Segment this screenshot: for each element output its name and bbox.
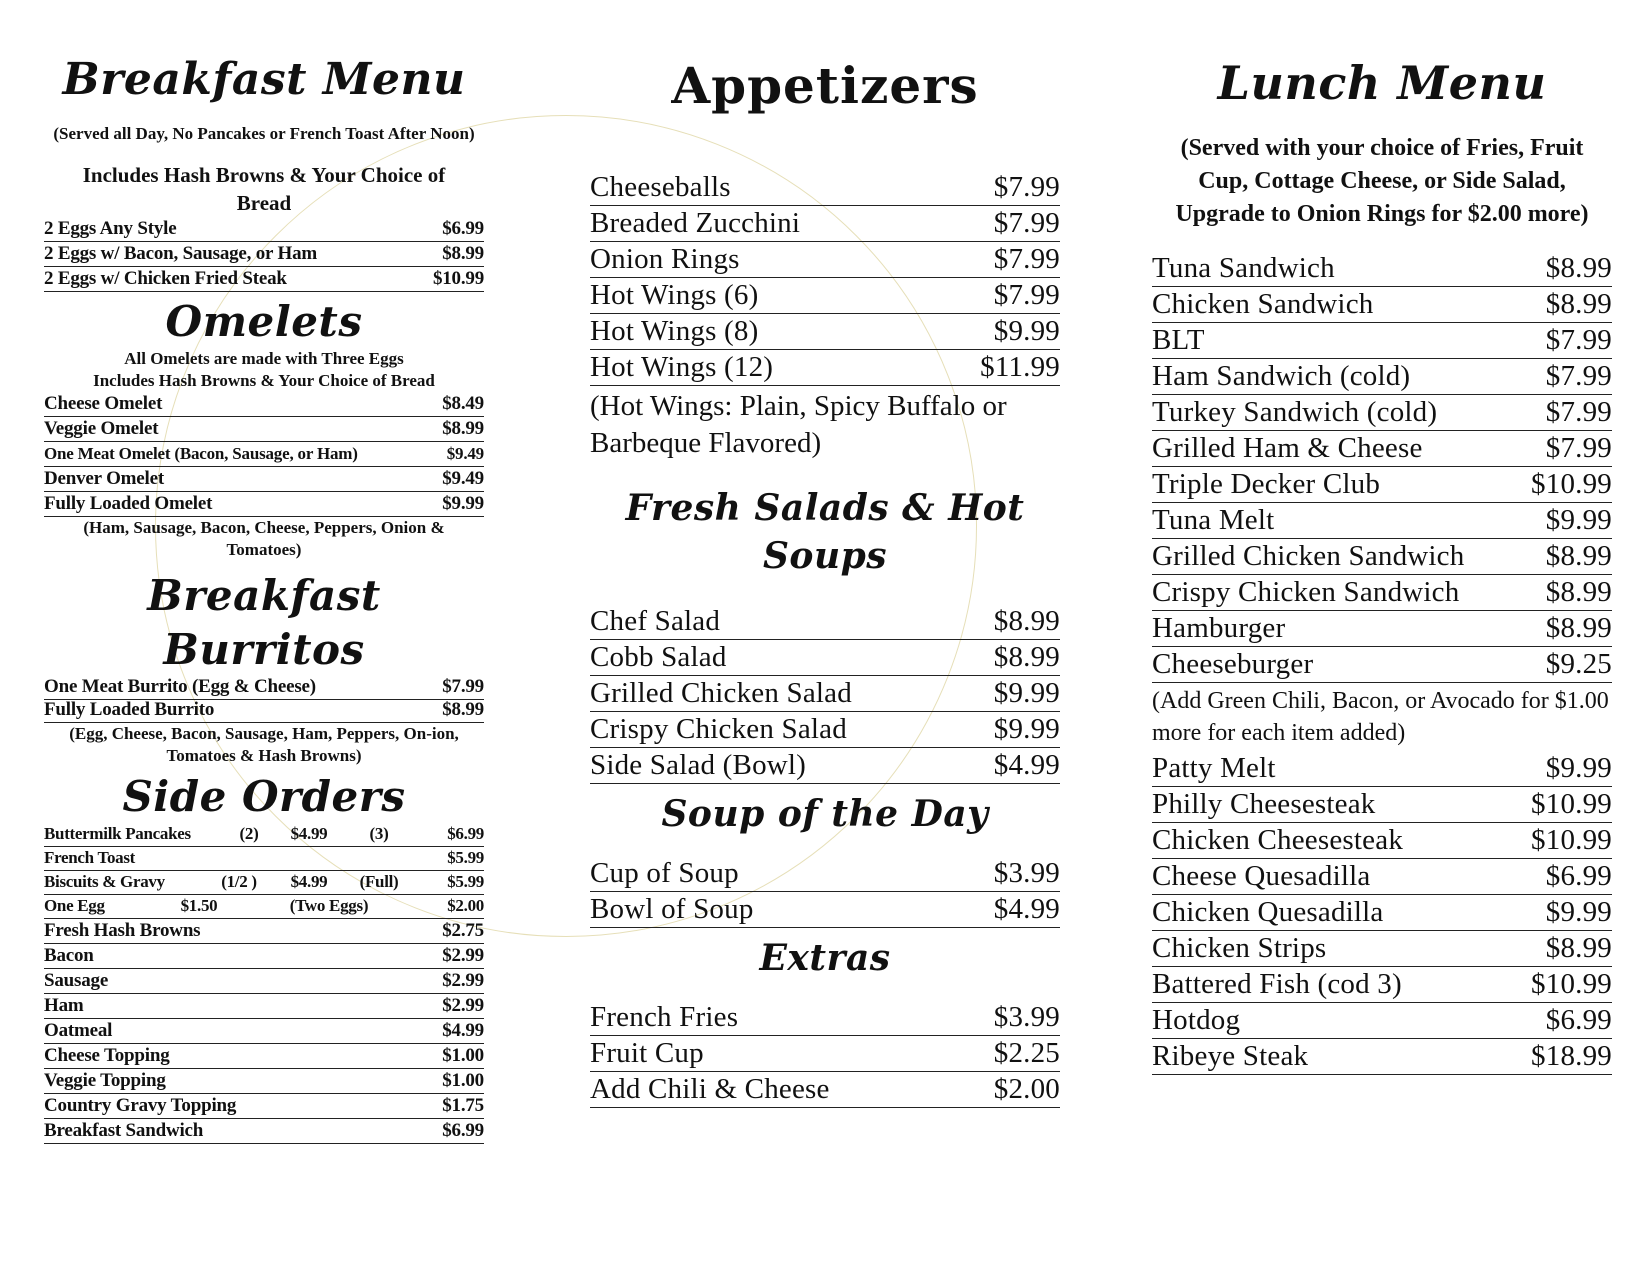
menu-item <box>44 944 484 969</box>
item-name: French Fries <box>590 1001 739 1033</box>
item-qty: (Full) <box>359 872 399 891</box>
item-price: $8.99 <box>993 605 1060 637</box>
item-name: Side Salad (Bowl) <box>590 749 807 781</box>
item-price: $7.99 <box>442 676 484 697</box>
item-price: $9.99 <box>1545 896 1612 928</box>
item-name: Veggie Omelet <box>44 418 159 439</box>
item-name: Onion Rings <box>590 243 740 275</box>
item-name: Tuna Sandwich <box>1152 252 1335 284</box>
menu-item <box>1152 1039 1612 1075</box>
item-qty: (Two Eggs) <box>289 896 369 915</box>
item-price: $6.99 <box>1545 860 1612 892</box>
item-price: $10.99 <box>432 268 484 289</box>
menu-item <box>44 700 484 723</box>
item-name: Chicken Quesadilla <box>1152 896 1384 928</box>
menu-item <box>1152 823 1612 859</box>
breakfast-column <box>44 0 484 1144</box>
item-price: $10.99 <box>1531 788 1612 820</box>
item-price: $18.99 <box>1531 1040 1612 1072</box>
appetizers-column <box>590 0 1060 1108</box>
item-price: $8.99 <box>1545 576 1612 608</box>
item-price <box>274 847 344 870</box>
item-name: Denver Omelet <box>44 468 164 489</box>
sides-title: Side Orders <box>122 772 406 821</box>
menu-item <box>44 1019 484 1044</box>
item-name: Ham Sandwich (cold) <box>1152 360 1411 392</box>
menu-item <box>1152 431 1612 467</box>
item-price: $8.99 <box>442 418 484 439</box>
item-price: $4.99 <box>442 1020 484 1041</box>
multi-price-row <box>44 871 484 895</box>
item-qty: (1/2 ) <box>221 872 257 891</box>
item-price: $8.99 <box>1545 540 1612 572</box>
multi-price-row <box>44 847 484 871</box>
menu-item <box>590 242 1060 278</box>
menu-item <box>44 1044 484 1069</box>
menu-item <box>44 1094 484 1119</box>
item-name: Cheeseburger <box>1152 648 1314 680</box>
item-name: Chicken Sandwich <box>1152 288 1374 320</box>
item-name: Cobb Salad <box>590 641 727 673</box>
item-name: Grilled Chicken Salad <box>590 677 852 709</box>
item-price: $7.99 <box>993 279 1060 311</box>
item-price: $4.99 <box>993 893 1060 925</box>
menu-item <box>590 604 1060 640</box>
item-price: $6.99 <box>447 824 484 843</box>
burritos-footnote: (Egg, Cheese, Bacon, Sausage, Ham, Peppers, On-ion, Tomatoes & Hash Browns) <box>69 724 459 765</box>
omelets-note-eggs: All Omelets are made with Three Eggs <box>124 349 404 368</box>
breakfast-title: Breakfast Menu <box>62 54 466 105</box>
menu-item <box>590 1036 1060 1072</box>
item-name: One Meat Omelet (Bacon, Sausage, or Ham) <box>44 444 358 463</box>
burritos-list <box>44 677 484 723</box>
menu-item <box>1152 787 1612 823</box>
menu-item <box>1152 967 1612 1003</box>
menu-item <box>44 919 484 944</box>
item-name: Fully Loaded Burrito <box>44 699 215 720</box>
multi-price-row <box>44 823 484 847</box>
item-price: $9.99 <box>1545 504 1612 536</box>
extras-title: Extras <box>759 937 891 979</box>
menu-item <box>590 278 1060 314</box>
item-price: $2.99 <box>442 945 484 966</box>
item-price: $1.50 <box>180 896 218 915</box>
item-name: Biscuits & Gravy <box>44 872 165 891</box>
item-price: $9.25 <box>1545 648 1612 680</box>
item-price: $2.75 <box>442 920 484 941</box>
item-name: Fruit Cup <box>590 1037 704 1069</box>
item-price: $8.99 <box>1545 932 1612 964</box>
item-price: $2.99 <box>442 995 484 1016</box>
breakfast-served-note: (Served all Day, No Pancakes or French Toast After Noon) <box>53 124 475 143</box>
menu-item <box>1152 859 1612 895</box>
extras-list <box>590 1000 1060 1108</box>
burritos-title: Breakfast Burritos <box>147 571 381 674</box>
item-price: $7.99 <box>993 171 1060 203</box>
item-price: $11.99 <box>980 351 1060 383</box>
omelets-title: Omelets <box>165 297 363 346</box>
sides-list <box>44 823 484 1144</box>
salads-title: Fresh Salads & Hot Soups <box>625 487 1025 577</box>
menu-item <box>1152 539 1612 575</box>
lunch-column <box>1152 0 1612 1075</box>
menu-item <box>44 677 484 700</box>
item-price: $10.99 <box>1531 824 1612 856</box>
item-name: Crispy Chicken Sandwich <box>1152 576 1460 608</box>
menu-item <box>44 267 484 292</box>
item-name: Fresh Hash Browns <box>44 920 201 941</box>
multi-price-row <box>44 895 484 919</box>
menu-item <box>44 467 484 492</box>
item-name: 2 Eggs Any Style <box>44 218 177 239</box>
menu-item <box>590 676 1060 712</box>
item-name: Cheeseballs <box>590 171 731 203</box>
menu-item <box>44 392 484 417</box>
item-qty <box>224 847 274 870</box>
item-price: $8.99 <box>1545 612 1612 644</box>
item-price: $9.49 <box>442 468 484 489</box>
item-name: Patty Melt <box>1152 752 1276 784</box>
item-name: 2 Eggs w/ Bacon, Sausage, or Ham <box>44 243 317 264</box>
item-name: Chicken Cheesesteak <box>1152 824 1404 856</box>
menu-item <box>590 206 1060 242</box>
item-name: Cheese Quesadilla <box>1152 860 1371 892</box>
menu-item <box>44 969 484 994</box>
item-price: $9.99 <box>442 493 484 514</box>
item-price: $7.99 <box>993 243 1060 275</box>
item-name: French Toast <box>44 848 136 867</box>
item-name: Hamburger <box>1152 612 1286 644</box>
item-price: $8.99 <box>1545 288 1612 320</box>
item-name: Cup of Soup <box>590 857 739 889</box>
menu-item <box>44 1069 484 1094</box>
item-name: Chicken Strips <box>1152 932 1327 964</box>
item-price: $1.75 <box>442 1095 484 1116</box>
item-price: $2.00 <box>993 1073 1060 1105</box>
menu-item <box>1152 359 1612 395</box>
appetizers-list <box>590 170 1060 386</box>
item-name: Add Chili & Cheese <box>590 1073 830 1105</box>
item-qty: (3) <box>369 824 389 843</box>
menu-item <box>590 712 1060 748</box>
item-name: Tuna Melt <box>1152 504 1275 536</box>
lunch-title: Lunch Menu <box>1217 56 1547 110</box>
omelets-note-includes: Includes Hash Browns & Your Choice of Bread <box>93 371 435 390</box>
menu-item <box>1152 575 1612 611</box>
menu-item <box>590 1000 1060 1036</box>
item-qty <box>234 895 264 918</box>
item-name: Turkey Sandwich (cold) <box>1152 396 1438 428</box>
item-price: $9.49 <box>446 444 484 463</box>
breakfast-list <box>44 217 484 292</box>
menu-item <box>1152 1003 1612 1039</box>
omelets-footnote: (Ham, Sausage, Bacon, Cheese, Peppers, Onion & Tomatoes) <box>83 518 445 559</box>
item-price: $10.99 <box>1531 468 1612 500</box>
menu-item <box>44 417 484 442</box>
item-price: $8.99 <box>1545 252 1612 284</box>
item-name: One Egg <box>44 896 105 915</box>
item-name: Hot Wings (12) <box>590 351 774 383</box>
item-name: Cheese Topping <box>44 1045 170 1066</box>
item-name: Sausage <box>44 970 109 991</box>
item-price: $5.99 <box>447 872 484 891</box>
soup-title: Soup of the Day <box>661 793 989 835</box>
item-price: $6.99 <box>442 1120 484 1141</box>
menu-item <box>1152 395 1612 431</box>
menu-item <box>1152 931 1612 967</box>
item-name: Buttermilk Pancakes <box>44 824 191 843</box>
menu-item <box>590 640 1060 676</box>
item-name: Cheese Omelet <box>44 393 163 414</box>
menu-item <box>1152 895 1612 931</box>
item-price: $1.00 <box>442 1070 484 1091</box>
item-name: Breakfast Sandwich <box>44 1120 204 1141</box>
breakfast-includes-note: Includes Hash Browns & Your Choice of Bread <box>82 163 446 215</box>
menu-item <box>590 170 1060 206</box>
menu-item <box>44 217 484 242</box>
hot-wings-flavors-note: (Hot Wings: Plain, Spicy Buffalo or Barbeque Flavored) <box>590 390 1007 459</box>
omelets-list <box>44 392 484 517</box>
item-price: $10.99 <box>1531 968 1612 1000</box>
item-price: $8.99 <box>442 699 484 720</box>
item-price: $1.00 <box>442 1045 484 1066</box>
item-name: Grilled Chicken Sandwich <box>1152 540 1465 572</box>
menu-item <box>1152 467 1612 503</box>
item-price: $3.99 <box>993 857 1060 889</box>
item-price: $9.99 <box>993 713 1060 745</box>
item-name: Crispy Chicken Salad <box>590 713 847 745</box>
menu-item <box>44 994 484 1019</box>
item-name: Breaded Zucchini <box>590 207 801 239</box>
item-name: Bacon <box>44 945 94 966</box>
item-price: $7.99 <box>993 207 1060 239</box>
item-name: Ham <box>44 995 84 1016</box>
menu-item <box>44 442 484 467</box>
menu-item <box>1152 611 1612 647</box>
menu-item <box>44 242 484 267</box>
menu-item <box>44 492 484 517</box>
item-name: 2 Eggs w/ Chicken Fried Steak <box>44 268 287 289</box>
menu-item <box>590 1072 1060 1108</box>
menu-item <box>590 314 1060 350</box>
item-price: $9.99 <box>1545 752 1612 784</box>
item-name: Bowl of Soup <box>590 893 754 925</box>
item-price: $9.99 <box>993 677 1060 709</box>
menu-item <box>1152 751 1612 787</box>
item-name: Country Gravy Topping <box>44 1095 237 1116</box>
lunch-served-note: (Served with your choice of Fries, Fruit Cup, Cottage Cheese, or Side Salad, Upgrade to Onion Rings for $2.00 more) <box>1175 135 1589 227</box>
item-name: Battered Fish (cod 3) <box>1152 968 1402 1000</box>
item-name: One Meat Burrito (Egg & Cheese) <box>44 676 316 697</box>
item-name: Triple Decker Club <box>1152 468 1381 500</box>
item-price: $2.25 <box>993 1037 1060 1069</box>
menu-item <box>590 892 1060 928</box>
item-name: Hot Wings (6) <box>590 279 759 311</box>
salads-list <box>590 604 1060 784</box>
lunch-addon-note: (Add Green Chili, Bacon, or Avocado for $1.00 more for each item added) <box>1152 688 1609 746</box>
menu-item <box>590 350 1060 386</box>
menu-item <box>1152 323 1612 359</box>
item-price: $3.99 <box>993 1001 1060 1033</box>
item-price: $7.99 <box>1545 432 1612 464</box>
item-price: $5.99 <box>447 848 484 867</box>
menu-item <box>44 1119 484 1144</box>
item-price: $2.99 <box>442 970 484 991</box>
item-name: Veggie Topping <box>44 1070 166 1091</box>
item-price: $2.00 <box>447 896 484 915</box>
item-qty: (2) <box>239 824 259 843</box>
item-name: Grilled Ham & Cheese <box>1152 432 1423 464</box>
lunch-list-main <box>1152 251 1612 683</box>
item-name: Fully Loaded Omelet <box>44 493 213 514</box>
menu-item <box>1152 647 1612 683</box>
item-name: BLT <box>1152 324 1205 356</box>
menu-item <box>590 856 1060 892</box>
menu-item <box>1152 287 1612 323</box>
item-price: $8.99 <box>442 243 484 264</box>
item-name: Hot Wings (8) <box>590 315 759 347</box>
item-price: $7.99 <box>1545 396 1612 428</box>
item-name: Oatmeal <box>44 1020 113 1041</box>
menu-item <box>1152 503 1612 539</box>
soup-list <box>590 856 1060 928</box>
menu-item <box>1152 251 1612 287</box>
item-price: $7.99 <box>1545 360 1612 392</box>
item-price: $8.99 <box>993 641 1060 673</box>
item-name: Hotdog <box>1152 1004 1241 1036</box>
item-price: $4.99 <box>290 872 328 891</box>
item-name: Philly Cheesesteak <box>1152 788 1376 820</box>
item-name: Chef Salad <box>590 605 721 637</box>
item-price: $4.99 <box>993 749 1060 781</box>
item-name: Ribeye Steak <box>1152 1040 1309 1072</box>
item-qty <box>344 847 414 870</box>
menu-item <box>590 748 1060 784</box>
item-price: $4.99 <box>290 824 328 843</box>
appetizers-title: Appetizers <box>671 56 979 115</box>
lunch-list-more <box>1152 751 1612 1075</box>
item-price: $8.49 <box>442 393 484 414</box>
item-price: $6.99 <box>442 218 484 239</box>
item-price: $9.99 <box>993 315 1060 347</box>
item-price: $6.99 <box>1545 1004 1612 1036</box>
item-price: $7.99 <box>1545 324 1612 356</box>
